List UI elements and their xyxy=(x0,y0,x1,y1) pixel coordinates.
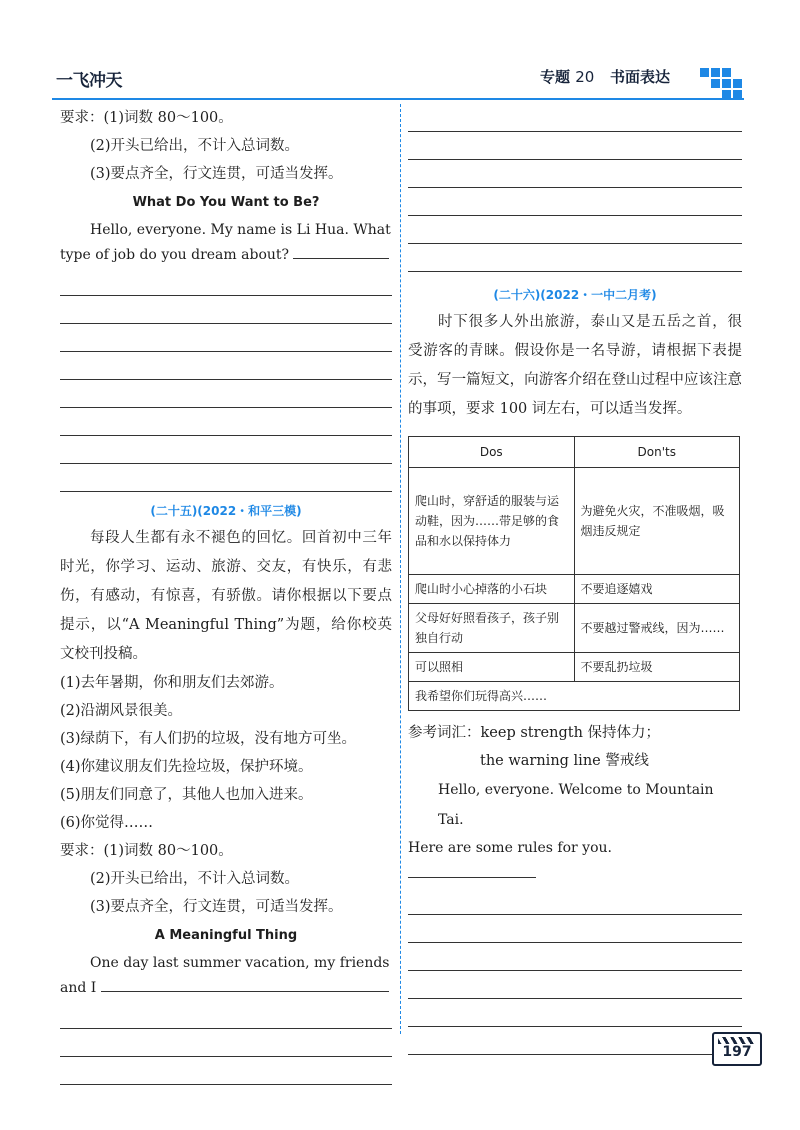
writing-line[interactable] xyxy=(60,380,392,408)
key-point: (2)沿湖风景很美。 xyxy=(60,703,183,719)
header-rule xyxy=(52,98,744,100)
writing-line[interactable] xyxy=(408,877,536,878)
writing-line[interactable] xyxy=(60,268,392,296)
req-item: (3)要点齐全，行文连贯，可适当发挥。 xyxy=(90,899,343,915)
key-point: (5)朋友们同意了，其他人也加入进来。 xyxy=(60,787,313,803)
essay-opening: One day last summer vacation, my friends xyxy=(90,955,390,971)
key-point: (1)去年暑期，你和朋友们去郊游。 xyxy=(60,675,284,691)
section-heading: (二十五)(2022・和平三模) xyxy=(150,504,302,518)
table-row xyxy=(409,653,740,682)
writing-line[interactable] xyxy=(408,216,742,244)
table-cell: 不要乱扔垃圾 xyxy=(574,653,740,682)
essay-title: What Do You Want to Be? xyxy=(132,195,320,210)
key-point: (3)绿荫下，有人们扔的垃圾，没有地方可坐。 xyxy=(60,731,357,747)
writing-line[interactable] xyxy=(60,296,392,324)
writing-line[interactable] xyxy=(60,1029,392,1057)
rules-table xyxy=(408,436,740,711)
writing-line[interactable] xyxy=(60,324,392,352)
writing-line[interactable] xyxy=(60,352,392,380)
writing-line[interactable] xyxy=(408,915,742,943)
req-item: (1)词数 80～100。 xyxy=(103,843,233,859)
table-cell: 不要追逐嬉戏 xyxy=(574,575,740,604)
table-cell: 为避免火灾，不准吸烟，吸烟违反规定 xyxy=(574,468,740,575)
writing-line[interactable] xyxy=(408,971,742,999)
req-item: (2)开头已给出，不计入总词数。 xyxy=(90,871,300,887)
writing-line[interactable] xyxy=(408,104,742,132)
topic-label: 专题 xyxy=(540,68,571,86)
left-column xyxy=(60,104,392,1085)
writing-line[interactable] xyxy=(60,436,392,464)
req-label: 要求： xyxy=(60,110,104,126)
brand-logo: 一飞冲天 xyxy=(56,71,122,91)
essay-title: A Meaningful Thing xyxy=(154,928,298,943)
vocab-line xyxy=(408,719,742,747)
section-prompt: 时下很多人外出旅游，泰山又是五岳之首，很受游客的青睐。假设你是一名导游，请根据下表提示，写一篇短文，向游客介绍在登山过程中应该注意的事项，要求 100 词左右，可以适当发挥。 xyxy=(408,314,742,417)
table-row xyxy=(409,604,740,653)
essay-opening: type of job do you dream about? xyxy=(60,243,392,268)
writing-line[interactable] xyxy=(408,943,742,971)
section-prompt: 每段人生都有永不褪色的回忆。回首初中三年时光，你学习、运动、旅游、交友，有快乐，有悲伤，有感动，有惊喜，有骄傲。请你根据以下要点提示，以“A Meaningful Thing”为题，给你校英文校刊投稿。 xyxy=(60,530,392,662)
page-number-badge xyxy=(712,1032,762,1066)
column-header-dos: Dos xyxy=(409,437,575,468)
topic-title xyxy=(540,66,670,87)
table-row xyxy=(409,682,740,711)
writing-line[interactable] xyxy=(408,188,742,216)
writing-line[interactable] xyxy=(60,464,392,492)
column-divider xyxy=(400,104,401,1034)
writing-line[interactable] xyxy=(408,160,742,188)
key-point: (4)你建议朋友们先捡垃圾，保护环境。 xyxy=(60,759,313,775)
writing-line[interactable] xyxy=(408,999,742,1027)
essay-opening: Hello, everyone. Welcome to Mountain Tai. xyxy=(438,782,714,828)
table-cell: 爬山时小心掉落的小石块 xyxy=(409,575,575,604)
table-row xyxy=(409,575,740,604)
page-number: 197 xyxy=(722,1044,752,1060)
essay-opening: Here are some rules for you. xyxy=(408,835,742,887)
writing-line[interactable] xyxy=(60,1057,392,1085)
key-point: (6)你觉得…… xyxy=(60,815,154,831)
req-item: (3)要点齐全，行文连贯，可适当发挥。 xyxy=(90,166,343,182)
writing-line[interactable] xyxy=(408,1027,742,1055)
essay-opening: Hello, everyone. My name is Li Hua. What xyxy=(90,222,391,238)
column-header-donts: Don'ts xyxy=(574,437,740,468)
table-footer-cell: 我希望你们玩得高兴…… xyxy=(409,682,740,711)
requirement-line xyxy=(60,104,392,132)
writing-line[interactable] xyxy=(408,887,742,915)
table-cell: 不要越过警戒线，因为…… xyxy=(574,604,740,653)
vocab-item: the warning line 警戒线 xyxy=(480,753,649,769)
vocab-label: 参考词汇： xyxy=(408,725,481,741)
writing-line[interactable] xyxy=(408,244,742,272)
vocab-item: keep strength 保持体力； xyxy=(480,725,661,741)
table-cell: 可以照相 xyxy=(409,653,575,682)
writing-lines xyxy=(408,887,742,1055)
writing-lines xyxy=(60,268,392,492)
essay-opening: and I xyxy=(60,976,392,1001)
req-label: 要求： xyxy=(60,843,104,859)
requirement-line xyxy=(60,837,392,865)
right-column xyxy=(408,104,742,1055)
topic-name: 书面表达 xyxy=(610,68,671,86)
writing-line[interactable] xyxy=(60,408,392,436)
writing-line[interactable] xyxy=(293,258,389,259)
stripes-icon xyxy=(718,1037,754,1044)
table-cell: 父母好好照看孩子，孩子别独自行动 xyxy=(409,604,575,653)
req-item: (2)开头已给出，不计入总词数。 xyxy=(90,138,300,154)
topic-number: 20 xyxy=(575,68,595,86)
key-points xyxy=(60,669,392,837)
section-heading: (二十六)(2022・一中二月考) xyxy=(493,288,657,302)
writing-lines xyxy=(408,104,742,272)
table-row xyxy=(409,468,740,575)
table-cell: 爬山时，穿舒适的服装与运动鞋，因为……带足够的食品和水以保持体力 xyxy=(409,468,575,575)
writing-lines xyxy=(60,1001,392,1085)
writing-line[interactable] xyxy=(60,1001,392,1029)
req-item: (1)词数 80～100。 xyxy=(103,110,233,126)
writing-line[interactable] xyxy=(408,132,742,160)
table-header-row xyxy=(409,437,740,468)
writing-line[interactable] xyxy=(101,991,389,992)
